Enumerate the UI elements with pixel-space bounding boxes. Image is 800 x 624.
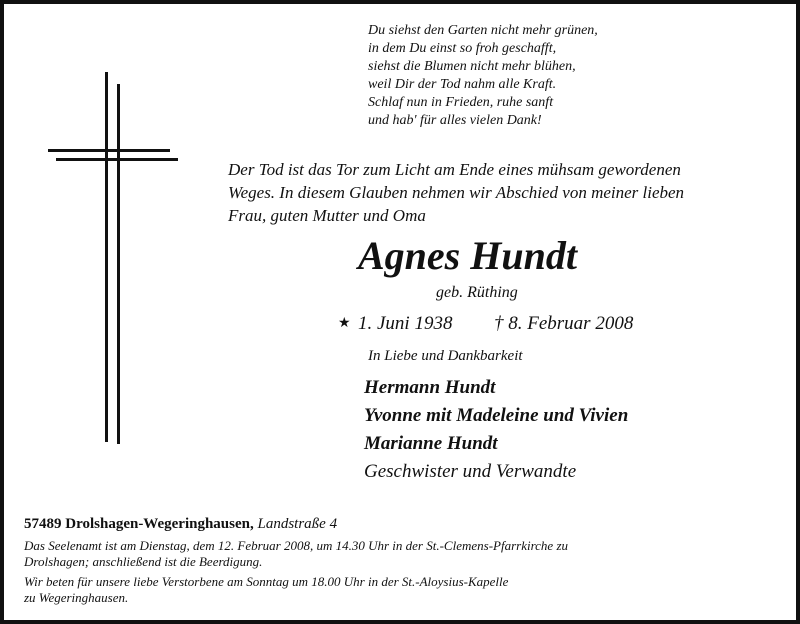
funeral-notice [24, 538, 744, 570]
mourner-relatives: Geschwister und Verwandte [364, 461, 577, 482]
maiden-name: geb. Rüthing [436, 284, 518, 301]
mourner: Hermann Hundt [364, 377, 496, 398]
poem-line: Du siehst den Garten nicht mehr grünen, [368, 23, 598, 38]
poem-line: in dem Du einst so froh geschafft, [368, 41, 557, 56]
poem-line: weil Dir der Tod nahm alle Kraft. [368, 77, 557, 92]
birth-date: 1. Juni 1938 [358, 313, 453, 334]
notice-line: Wir beten für unsere liebe Verstorbene am Sonntag um 18.00 Uhr in der St.-Aloysius-Kapelle [24, 574, 509, 589]
poem-line: siehst die Blumen nicht mehr blühen, [368, 59, 576, 74]
poem-line: und hab' für alles vielen Dank! [368, 113, 542, 128]
intro-line: Der Tod ist das Tor zum Licht am Ende eines mühsam gewordenen [228, 160, 681, 179]
deceased-name: Agnes Hundt [358, 233, 577, 278]
death-date: † 8. Februar 2008 [494, 313, 634, 334]
star-icon: ★ [338, 316, 351, 331]
address-place: 57489 Drolshagen-Wegeringhausen, [24, 516, 254, 532]
notice-line: Drolshagen; anschließend ist die Beerdigung. [24, 554, 263, 569]
mourner: Marianne Hundt [364, 433, 498, 454]
address-street: Landstraße 4 [257, 516, 338, 532]
poem-line: Schlaf nun in Frieden, ruhe sanft [368, 95, 554, 110]
notice-line: zu Wegeringhausen. [24, 590, 129, 605]
poem [368, 22, 668, 130]
intro-text [228, 158, 788, 227]
intro-line: Weges. In diesem Glauben nehmen wir Abschied von meiner lieben [228, 183, 685, 202]
mourner: Yvonne mit Madeleine und Vivien [364, 405, 629, 426]
address [24, 514, 784, 534]
life-dates [338, 312, 738, 336]
mourners-list [364, 374, 784, 486]
thanks-line: In Liebe und Dankbarkeit [368, 348, 523, 364]
notice-line: Das Seelenamt ist am Dienstag, dem 12. Februar 2008, um 14.30 Uhr in der St.-Clemens-Pfarrkirche zu [24, 538, 569, 553]
prayer-notice [24, 574, 744, 606]
intro-line: Frau, guten Mutter und Oma [228, 206, 426, 225]
